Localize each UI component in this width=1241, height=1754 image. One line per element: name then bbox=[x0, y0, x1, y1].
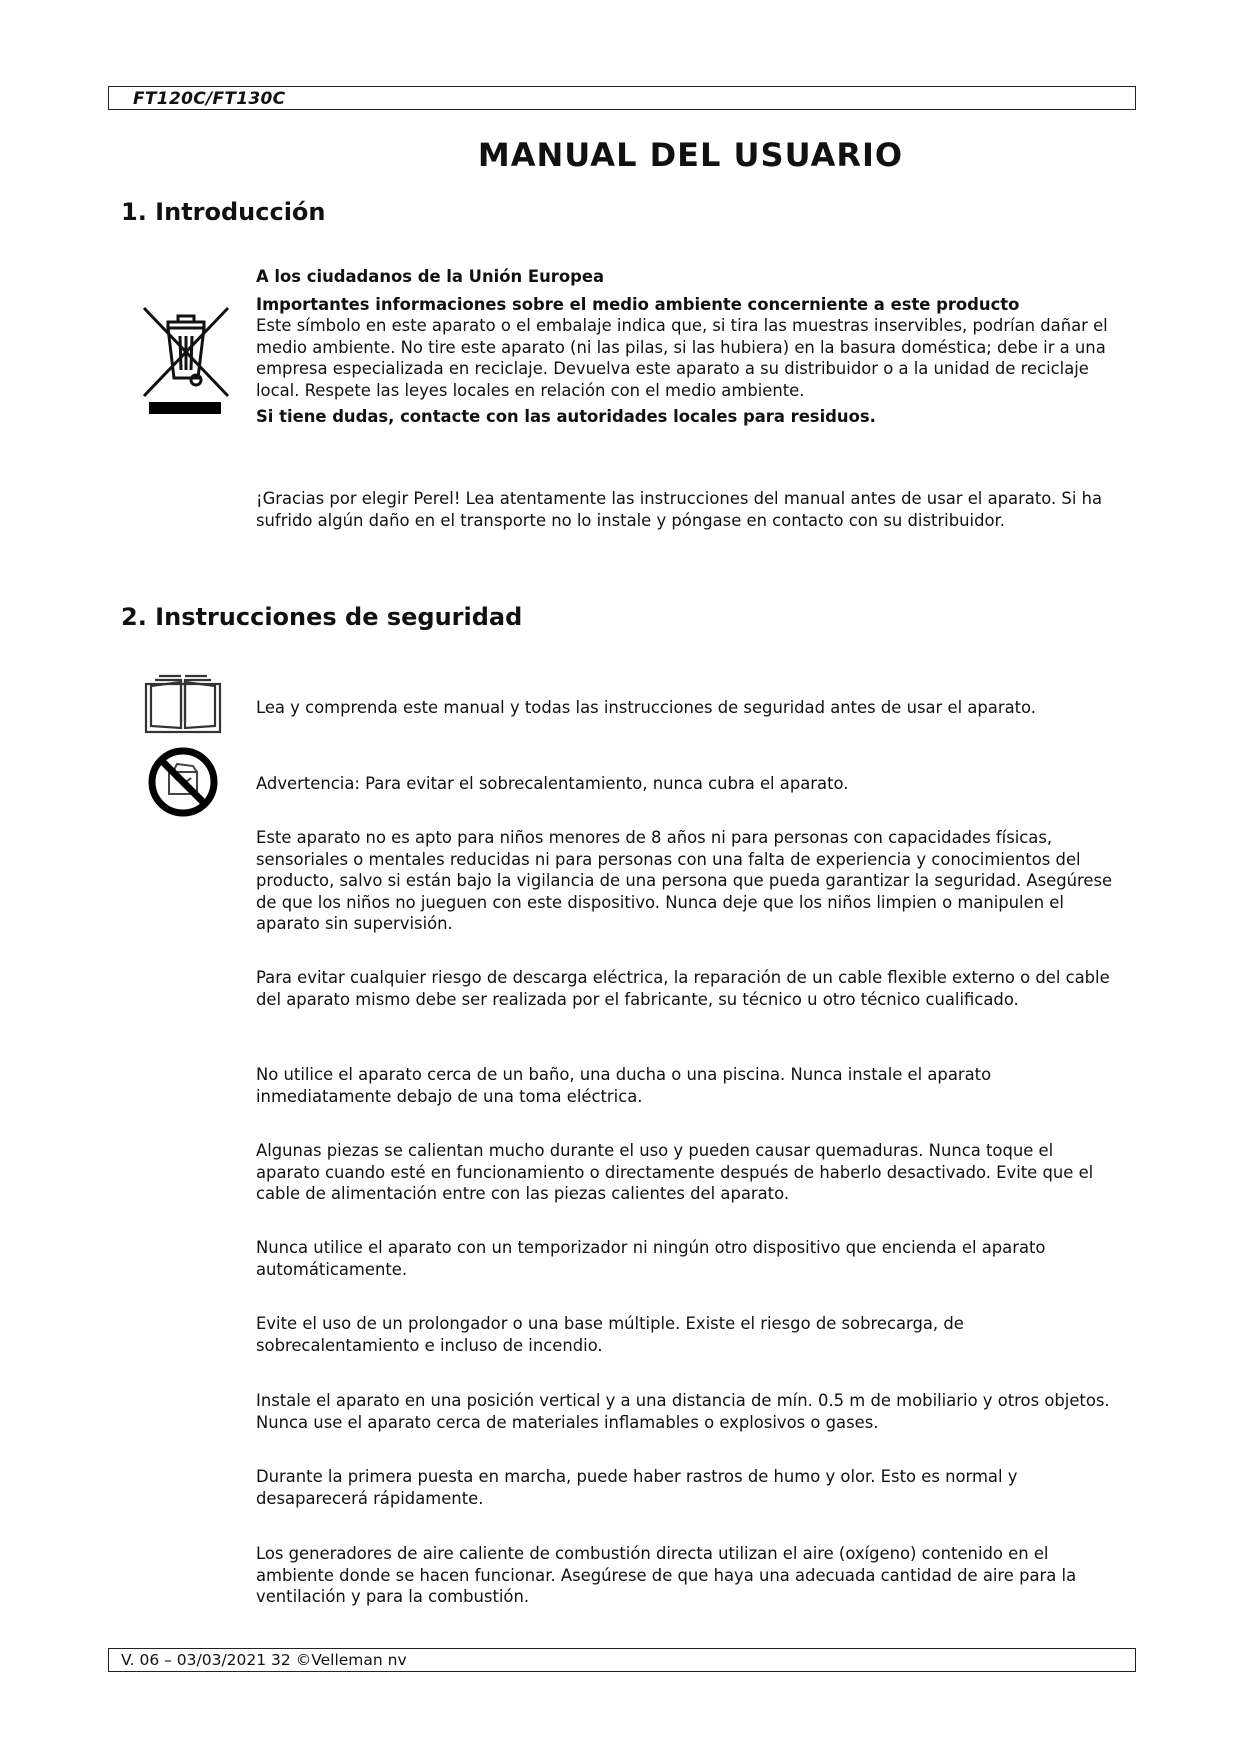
env-heading: Importantes informaciones sobre el medio ambiente concerniente a este producto bbox=[256, 294, 1020, 314]
page-footer bbox=[108, 1648, 1136, 1672]
section-heading-introduction: 1. Introducción bbox=[121, 198, 326, 226]
safety-paragraph-ventilation: Los generadores de aire caliente de combustión directa utilizan el aire (oxígeno) contenido en el ambiente donde se hacen funcionar. Asegúrese de que haya una adecuada cantidad de aire para la ventilación y para la combustión. bbox=[256, 1544, 1077, 1606]
eu-heading: A los ciudadanos de la Unión Europea bbox=[256, 267, 605, 286]
do-not-cover-icon bbox=[147, 746, 219, 818]
safety-paragraph-extension: Evite el uso de un prolongador o una base múltiple. Existe el riesgo de sobrecarga, de sobrecalentamiento e incluso de incendio. bbox=[256, 1314, 964, 1355]
weee-info-block bbox=[256, 266, 1116, 428]
safety-paragraph-hot-parts: Algunas piezas se calientan mucho durante el uso y pueden causar quemaduras. Nunca toque el aparato cuando esté en funcionamiento o directamente después de haberlo desactivado. Evite que el cable de alimentación entre con las piezas calientes del aparato. bbox=[256, 1141, 1094, 1203]
footer-text: V. 06 – 03/03/2021 32 ©Velleman nv bbox=[121, 1651, 407, 1669]
page-header bbox=[108, 86, 1136, 110]
section-heading-safety: 2. Instrucciones de seguridad bbox=[121, 603, 523, 631]
page-title: MANUAL DEL USUARIO bbox=[477, 136, 904, 174]
safety-paragraph-timer: Nunca utilice el aparato con un temporizador ni ningún otro dispositivo que encienda el aparato automáticamente. bbox=[256, 1238, 1046, 1279]
safety-paragraph-children: Este aparato no es apto para niños menores de 8 años ni para personas con capacidades físicas, sensoriales o mentales reducidas ni para personas con una falta de experiencia y conocimientos del producto, salvo si están bajo la vigilancia de una persona que pueda garantizar la seguridad. Asegúrese de que los niños no jueguen con este dispositivo. Nunca deje que los niños limpien o manipulen el aparato sin supervisión. bbox=[256, 828, 1113, 933]
safety-paragraph-installation: Instale el aparato en una posición vertical y a una distancia de mín. 0.5 m de mobiliario y otros objetos. Nunca use el aparato cerca de materiales inflamables o explosivos o gases. bbox=[256, 1391, 1110, 1432]
doubt-text: Si tiene dudas, contacte con las autoridades locales para residuos. bbox=[256, 407, 876, 426]
read-manual-icon bbox=[144, 672, 222, 734]
safety-paragraph-cable: Para evitar cualquier riesgo de descarga eléctrica, la reparación de un cable flexible externo o del cable del aparato mismo debe ser realizada por el fabricante, su técnico u otro técnico cualificado. bbox=[256, 968, 1110, 1009]
read-manual-text: Lea y comprenda este manual y todas las instrucciones de seguridad antes de usar el aparato. bbox=[256, 698, 1037, 717]
env-text: Este símbolo en este aparato o el embalaje indica que, si tira las muestras inservibles, podrían dañar el medio ambiente. No tire este aparato (ni las pilas, si las hubiera) en la basura doméstica; debe ir a una empresa especializada en reciclaje. Devuelva este aparato a su distribuidor o a la unidad de reciclaje local. Respete las leyes locales en relación con el medio ambiente. bbox=[256, 316, 1108, 400]
thanks-paragraph: ¡Gracias por elegir Perel! Lea atentamente las instrucciones del manual antes de usar el aparato. Si ha sufrido algún daño en el transporte no lo instale y póngase en contacto con su distribuidor. bbox=[256, 489, 1103, 530]
model-label: FT120C/FT130C bbox=[133, 89, 286, 109]
no-cover-warning: Advertencia: Para evitar el sobrecalentamiento, nunca cubra el aparato. bbox=[256, 774, 849, 793]
weee-bin-icon bbox=[140, 300, 240, 420]
safety-paragraph-bathroom: No utilice el aparato cerca de un baño, una ducha o una piscina. Nunca instale el aparato inmediatamente debajo de una toma eléctrica. bbox=[256, 1065, 992, 1106]
safety-paragraph-first-use: Durante la primera puesta en marcha, puede haber rastros de humo y olor. Esto es normal y desaparecerá rápidamente. bbox=[256, 1467, 1018, 1508]
